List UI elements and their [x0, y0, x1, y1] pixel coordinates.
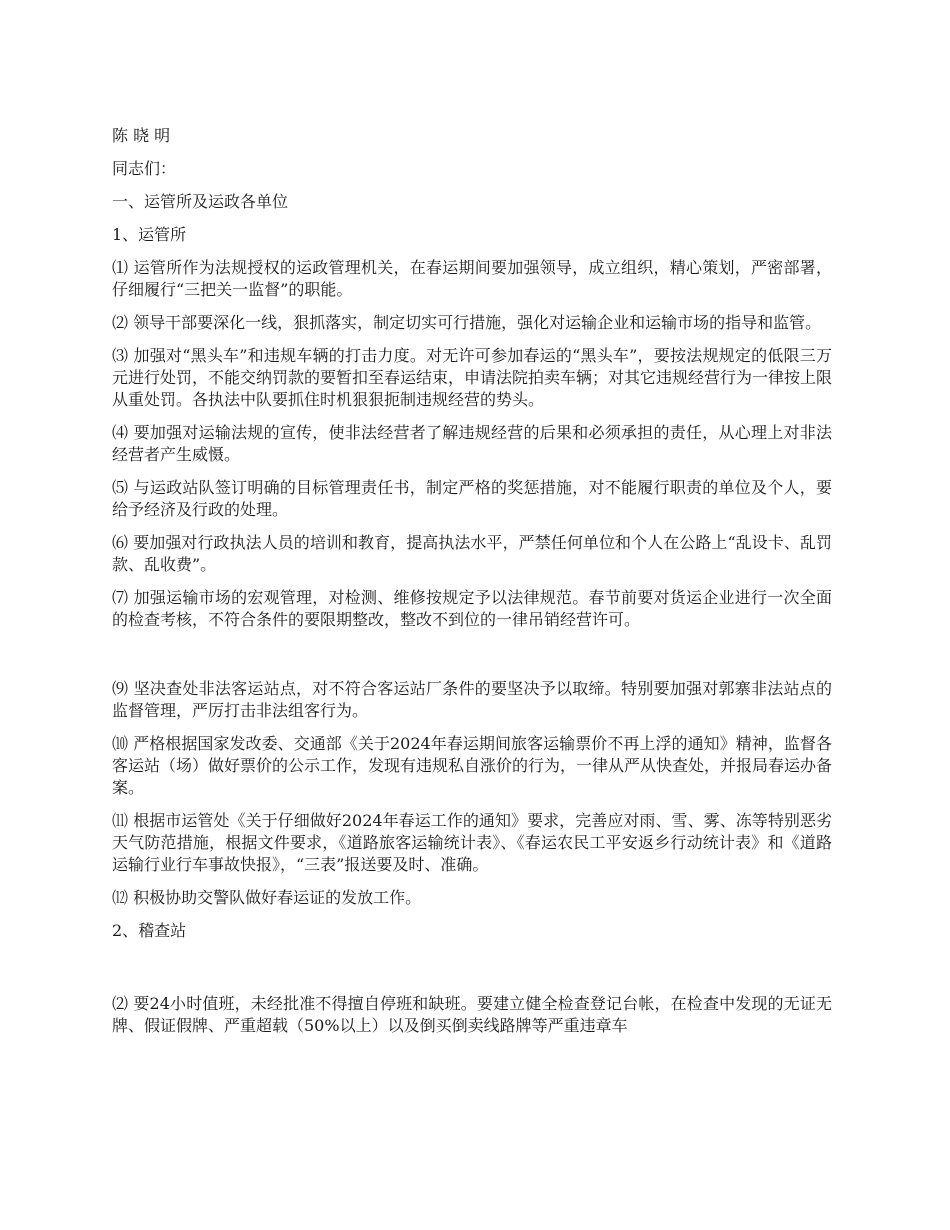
section-heading: 一、运管所及运政各单位: [112, 192, 289, 211]
salutation: 同志们：: [112, 159, 177, 178]
list-item: ⑽ 严格根据国家发改委、交通部《关于2024年春运期间旅客运输票价不再上浮的通知》精神，监督各客运站（场）做好票价的公示工作，发现有违规私自涨价的行为，一律从严从快查处，并报局春运办备案。: [112, 734, 833, 797]
list-item: ⑼ 坚决查处非法客运站点，对不符合客运站厂条件的要坚决予以取缔。特别要加强对郭寨非法站点的监督管理，严厉打击非法组客行为。: [112, 679, 832, 720]
list-item: ⑹ 要加强对行政执法人员的培训和教育，提高执法水平，严禁任何单位和个人在公路上“乱设卡、乱罚款、乱收费”。: [112, 533, 832, 574]
blank-gap: [112, 953, 832, 993]
subsection-heading: 2、稽查站: [112, 921, 187, 940]
list-item: ⑴ 运管所作为法规授权的运政管理机关，在春运期间要加强领导，成立组织，精心策划，严密部署，仔细履行“三把关一监督”的职能。: [112, 258, 832, 299]
list-item: ⑾ 根据市运管处《关于仔细做好2024年春运工作的通知》要求，完善应对雨、雪、雾、冻等特别恶劣天气防范措施，根据文件要求，《道路旅客运输统计表》、《春运农民工平安返乡行动统计表》和《道路运输行业行车事故快报》，“三表”报送要及时、准确。: [112, 811, 832, 874]
document-body: [112, 125, 832, 1048]
list-item: ⑶ 加强对“黑头车”和违规车辆的打击力度。对无许可参加春运的“黑头车”，要按法规规定的低限三万元进行处罚，不能交纳罚款的要暂扣至春运结束，申请法院拍卖车辆；对其它违规经营行为一律按上限从重处罚。各执法中队要抓住时机狠狠扼制违规经营的势头。: [112, 346, 833, 409]
list-item: ⑵ 领导干部要深化一线，狠抓落实，制定切实可行措施，强化对运输企业和运输市场的指导和监管。: [112, 313, 822, 332]
list-item: ⑿ 积极协助交警队做好春运证的发放工作。: [112, 888, 422, 907]
blank-gap: [112, 642, 832, 678]
subsection-heading: 1、运管所: [112, 225, 187, 244]
author-line: 陈 晓 明: [112, 126, 171, 145]
list-item: ⑺ 加强运输市场的宏观管理，对检测、维修按规定予以法律规范。春节前要对货运企业进行一次全面的检查考核，不符合条件的要限期整改，整改不到位的一律吊销经营许可。: [112, 588, 832, 629]
list-item: ⑷ 要加强对运输法规的宣传，使非法经营者了解违规经营的后果和必须承担的责任，从心理上对非法经营者产生威慑。: [112, 423, 832, 464]
list-item: ⑸ 与运政站队签订明确的目标管理责任书，制定严格的奖惩措施，对不能履行职责的单位及个人，要给予经济及行政的处理。: [112, 478, 832, 519]
list-item: ⑵ 要24小时值班，未经批准不得擅自停班和缺班。要建立健全检查登记台帐，在检查中发现的无证无牌、假证假牌、严重超载（50%以上）以及倒买倒卖线路牌等严重违章车: [112, 994, 832, 1035]
